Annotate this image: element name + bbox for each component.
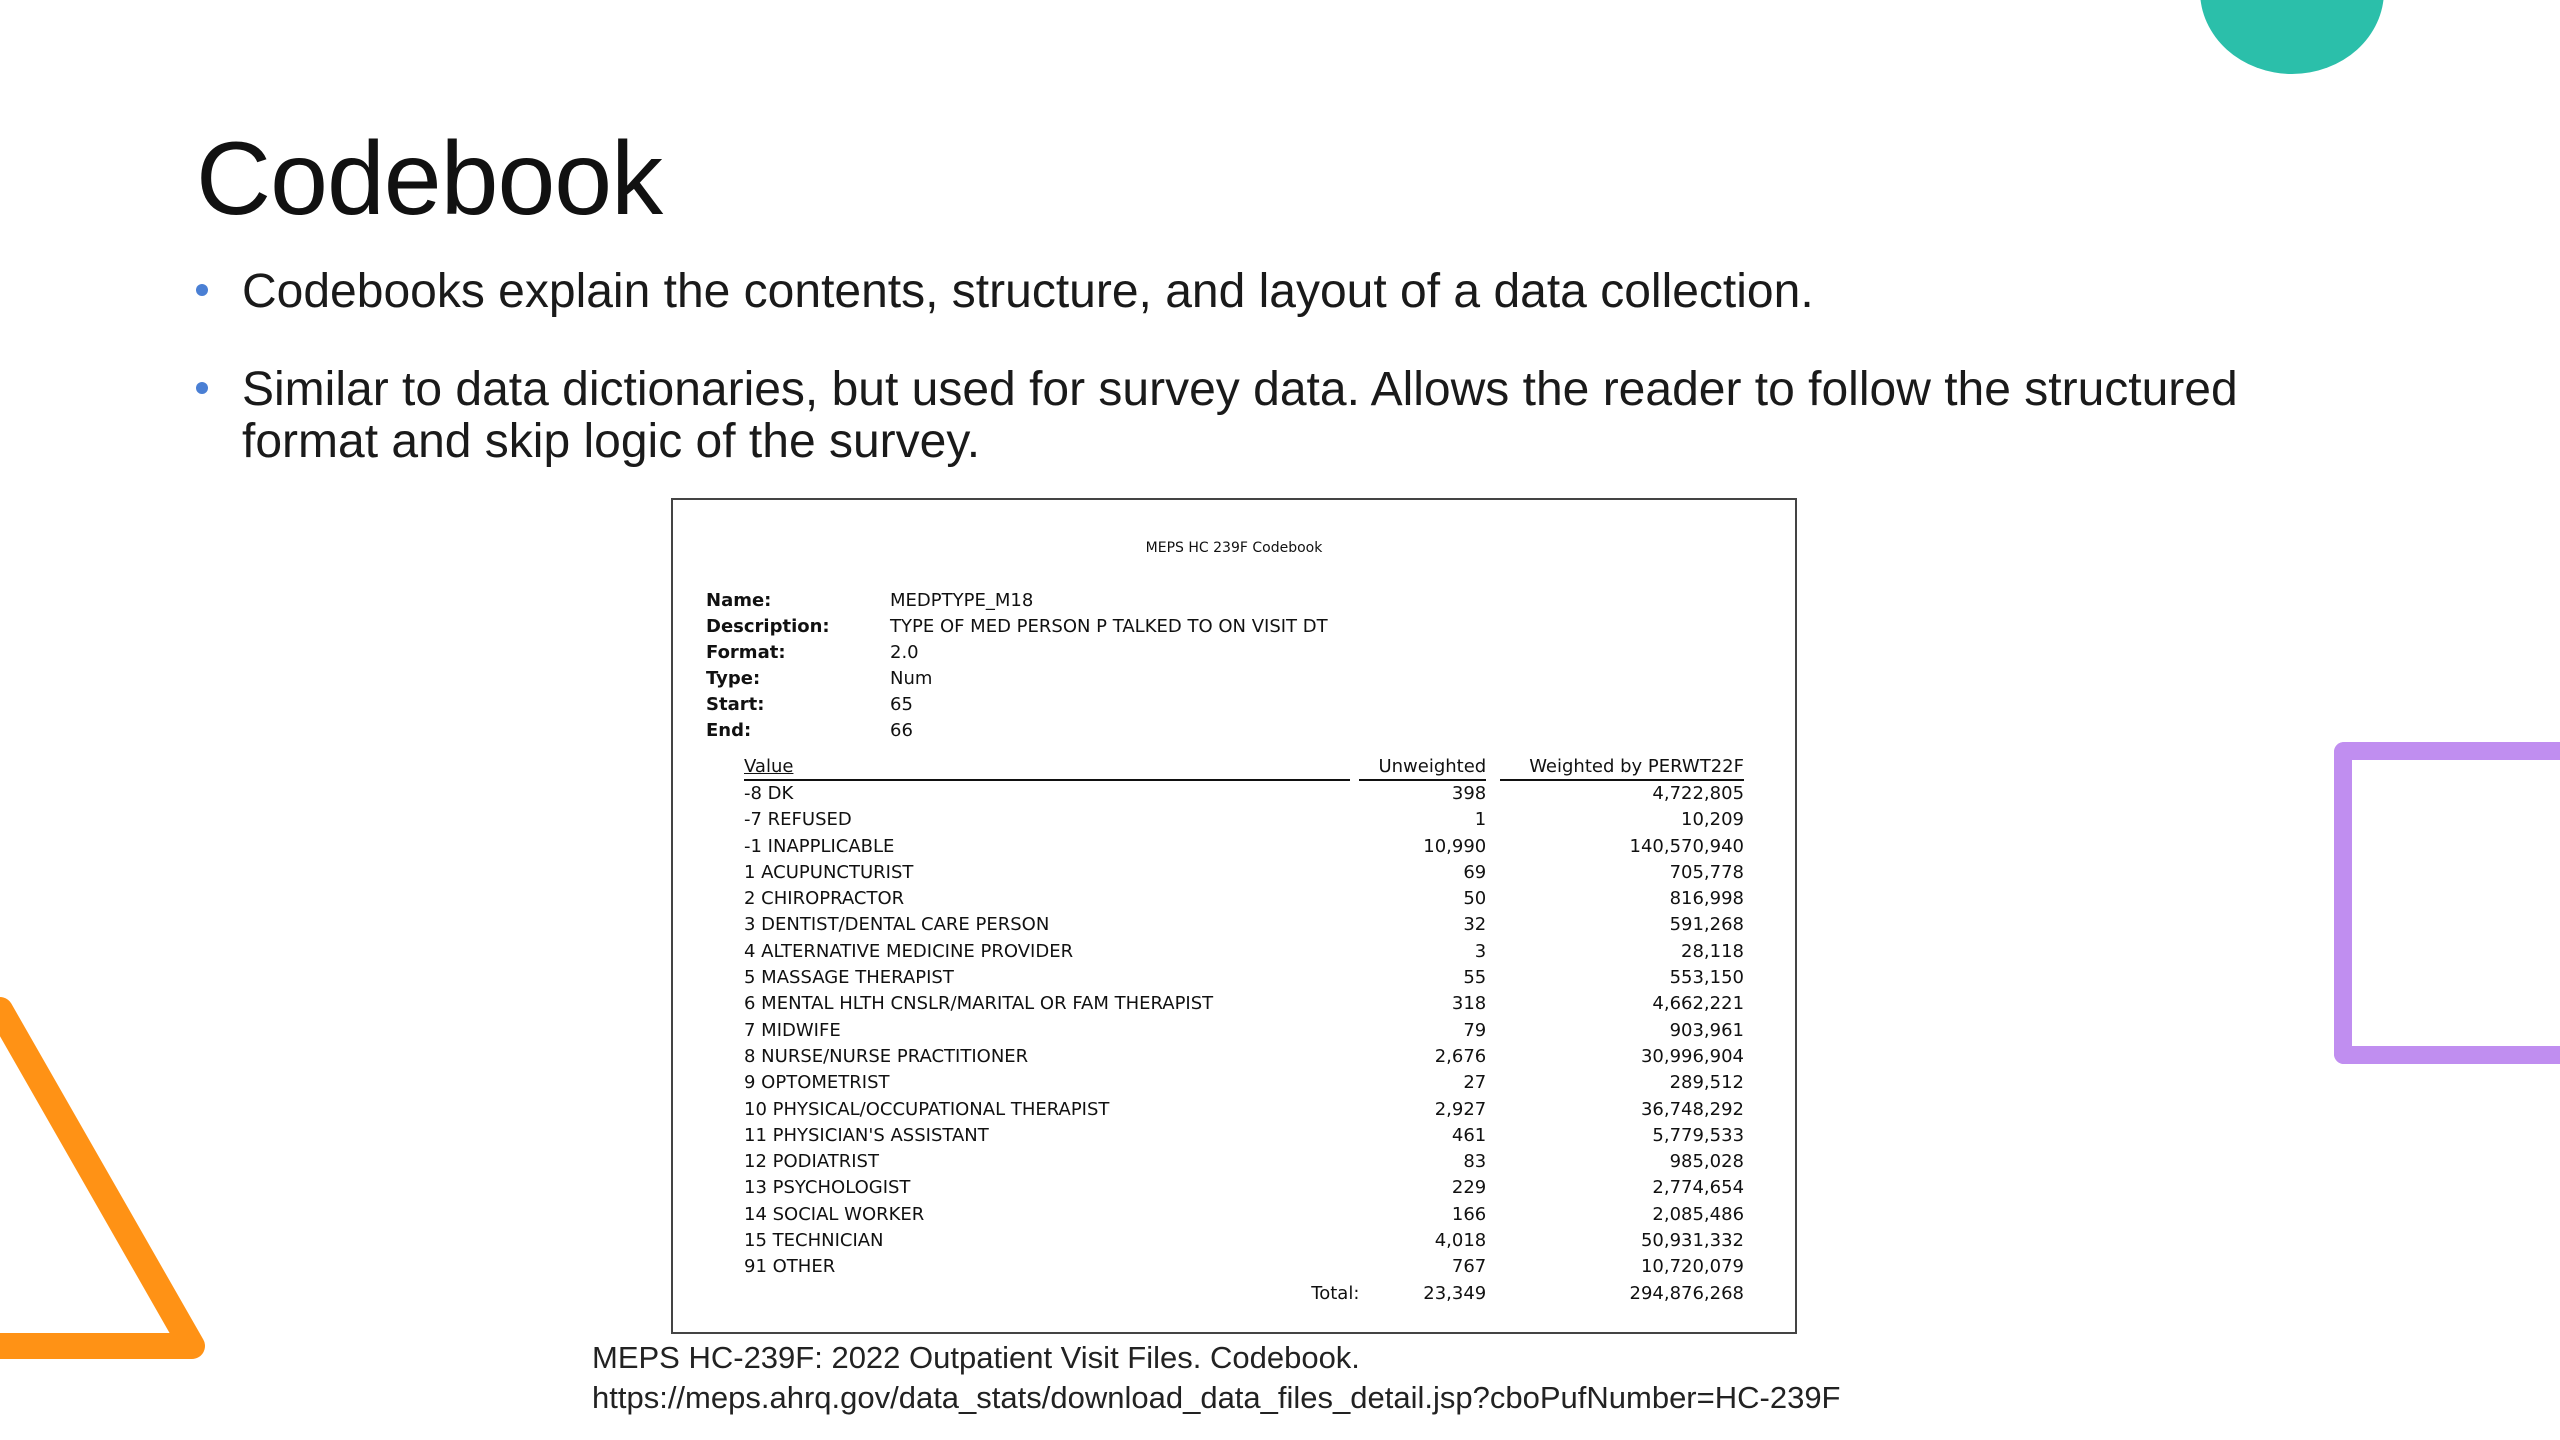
teal-circle-decoration (2200, 0, 2384, 74)
meta-value: MEDPTYPE_M18 (890, 590, 1034, 611)
cell-value: 11 PHYSICIAN'S ASSISTANT (744, 1124, 989, 1146)
table-row (744, 1254, 1744, 1280)
cell-unweighted: 767 (1451, 1256, 1487, 1278)
cell-weighted: 553,150 (1669, 967, 1745, 989)
table-row (744, 1202, 1744, 1228)
table-row (744, 965, 1744, 991)
meta-row (706, 640, 1328, 666)
cell-weighted: 4,662,221 (1652, 993, 1745, 1015)
meta-row (706, 692, 1328, 718)
table-row (744, 991, 1744, 1017)
cell-unweighted: 83 (1463, 1151, 1487, 1173)
orange-triangle-decoration (0, 990, 210, 1370)
cell-value: 4 ALTERNATIVE MEDICINE PROVIDER (744, 940, 1074, 962)
table-row (744, 1097, 1744, 1123)
table-body (744, 781, 1744, 1307)
cell-value: 13 PSYCHOLOGIST (744, 1177, 911, 1199)
codebook-table (744, 755, 1744, 1307)
cell-weighted: 10,720,079 (1640, 1256, 1745, 1278)
meta-label: Type: (706, 668, 761, 689)
meta-row (706, 588, 1328, 614)
cell-unweighted: 166 (1451, 1203, 1487, 1225)
meta-value: 65 (890, 694, 913, 715)
cell-weighted: 140,570,940 (1629, 835, 1745, 857)
cell-weighted: 591,268 (1669, 914, 1745, 936)
cell-unweighted: 79 (1463, 1019, 1487, 1041)
table-row (744, 860, 1744, 886)
cell-unweighted: 3 (1474, 940, 1487, 962)
table-row (744, 1149, 1744, 1175)
cell-weighted: 2,774,654 (1652, 1177, 1745, 1199)
meta-value: Num (890, 668, 933, 689)
cell-value: 8 NURSE/NURSE PRACTITIONER (744, 1045, 1029, 1067)
table-total-row (744, 1281, 1744, 1307)
cell-weighted: 10,209 (1681, 809, 1745, 831)
total-unweighted: 23,349 (1423, 1282, 1487, 1304)
cell-weighted: 2,085,486 (1652, 1203, 1745, 1225)
meta-row (706, 718, 1328, 744)
table-row (744, 1018, 1744, 1044)
cell-unweighted: 461 (1451, 1124, 1487, 1146)
cell-value: 3 DENTIST/DENTAL CARE PERSON (744, 914, 1050, 936)
meta-value: 66 (890, 720, 913, 741)
cell-unweighted: 1 (1474, 809, 1487, 831)
bullet-dot-icon (196, 382, 208, 394)
cell-weighted: 28,118 (1681, 940, 1745, 962)
bullet-text: Similar to data dictionaries, but used for survey data. Allows the reader to follow the structured format and skip logic of the survey. (242, 363, 2238, 468)
cell-weighted: 36,748,292 (1640, 1098, 1745, 1120)
cell-unweighted: 10,990 (1423, 835, 1487, 857)
table-row (744, 834, 1744, 860)
meta-value: TYPE OF MED PERSON P TALKED TO ON VISIT DT (890, 616, 1328, 637)
cell-unweighted: 32 (1463, 914, 1487, 936)
cell-value: -7 REFUSED (744, 809, 852, 831)
meta-label: Format: (706, 642, 786, 663)
codebook-meta (706, 588, 1328, 744)
table-row (744, 886, 1744, 912)
column-header-unweighted: Unweighted (1359, 755, 1486, 781)
purple-square-decoration (2334, 742, 2560, 1064)
table-header (744, 755, 1744, 781)
meta-label: End: (706, 720, 752, 741)
table-row (744, 1175, 1744, 1201)
cell-weighted: 985,028 (1669, 1151, 1745, 1173)
cell-unweighted: 318 (1451, 993, 1487, 1015)
codebook-header: MEPS HC 239F Codebook (1145, 540, 1323, 556)
table-row (744, 781, 1744, 807)
cell-value: 2 CHIROPRACTOR (744, 888, 905, 910)
cell-value: 14 SOCIAL WORKER (744, 1203, 925, 1225)
meta-row (706, 614, 1328, 640)
bullet-text: Codebooks explain the contents, structure, and layout of a data collection. (242, 265, 1814, 318)
column-header-value: Value (744, 755, 1350, 781)
cell-weighted: 5,779,533 (1652, 1124, 1745, 1146)
table-row (744, 939, 1744, 965)
bullet-list (196, 266, 2356, 514)
meta-label: Description: (706, 616, 830, 637)
meta-value: 2.0 (890, 642, 919, 663)
table-row (744, 1070, 1744, 1096)
cell-unweighted: 50 (1463, 888, 1487, 910)
cell-value: 9 OPTOMETRIST (744, 1072, 890, 1094)
cell-unweighted: 27 (1463, 1072, 1487, 1094)
cell-value: -1 INAPPLICABLE (744, 835, 895, 857)
cell-value: 5 MASSAGE THERAPIST (744, 967, 954, 989)
cell-weighted: 4,722,805 (1652, 783, 1745, 804)
cell-weighted: 816,998 (1669, 888, 1745, 910)
codebook-image (671, 498, 1797, 1334)
cell-weighted: 903,961 (1669, 1019, 1745, 1041)
table-row (744, 1123, 1744, 1149)
meta-label: Name: (706, 590, 772, 611)
table-row (744, 912, 1744, 938)
table-row (744, 807, 1744, 833)
cell-unweighted: 4,018 (1434, 1230, 1487, 1252)
bullet-item (196, 364, 2356, 468)
table-row (744, 1044, 1744, 1070)
cell-value: 12 PODIATRIST (744, 1151, 879, 1173)
cell-weighted: 50,931,332 (1640, 1230, 1745, 1252)
cell-value: 91 OTHER (744, 1256, 836, 1278)
total-label: Total: (1311, 1282, 1360, 1304)
bullet-item (196, 266, 2356, 318)
total-weighted: 294,876,268 (1629, 1282, 1745, 1304)
citation (592, 1338, 1841, 1418)
bullet-dot-icon (196, 284, 208, 296)
cell-unweighted: 398 (1451, 783, 1487, 804)
cell-unweighted: 2,676 (1434, 1045, 1487, 1067)
cell-unweighted: 2,927 (1434, 1098, 1487, 1120)
meta-row (706, 666, 1328, 692)
meta-label: Start: (706, 694, 765, 715)
cell-weighted: 705,778 (1669, 861, 1745, 883)
cell-value: 1 ACUPUNCTURIST (744, 861, 914, 883)
cell-unweighted: 229 (1451, 1177, 1487, 1199)
table-row (744, 1228, 1744, 1254)
citation-url: https://meps.ahrq.gov/data_stats/download_data_files_detail.jsp?cboPufNumber=HC-239F (592, 1380, 1841, 1415)
cell-value: 6 MENTAL HLTH CNSLR/MARITAL OR FAM THERAPIST (744, 993, 1214, 1015)
cell-value: 15 TECHNICIAN (744, 1230, 884, 1252)
cell-value: 10 PHYSICAL/OCCUPATIONAL THERAPIST (744, 1098, 1110, 1120)
cell-value: 7 MIDWIFE (744, 1019, 841, 1041)
slide-title: Codebook (196, 121, 663, 237)
cell-weighted: 30,996,904 (1640, 1045, 1745, 1067)
citation-source: MEPS HC-239F: 2022 Outpatient Visit Files. Codebook. (592, 1340, 1360, 1375)
cell-unweighted: 55 (1463, 967, 1487, 989)
cell-weighted: 289,512 (1669, 1072, 1745, 1094)
cell-unweighted: 69 (1463, 861, 1487, 883)
column-header-weighted: Weighted by PERWT22F (1500, 755, 1744, 781)
cell-value: -8 DK (744, 783, 794, 804)
